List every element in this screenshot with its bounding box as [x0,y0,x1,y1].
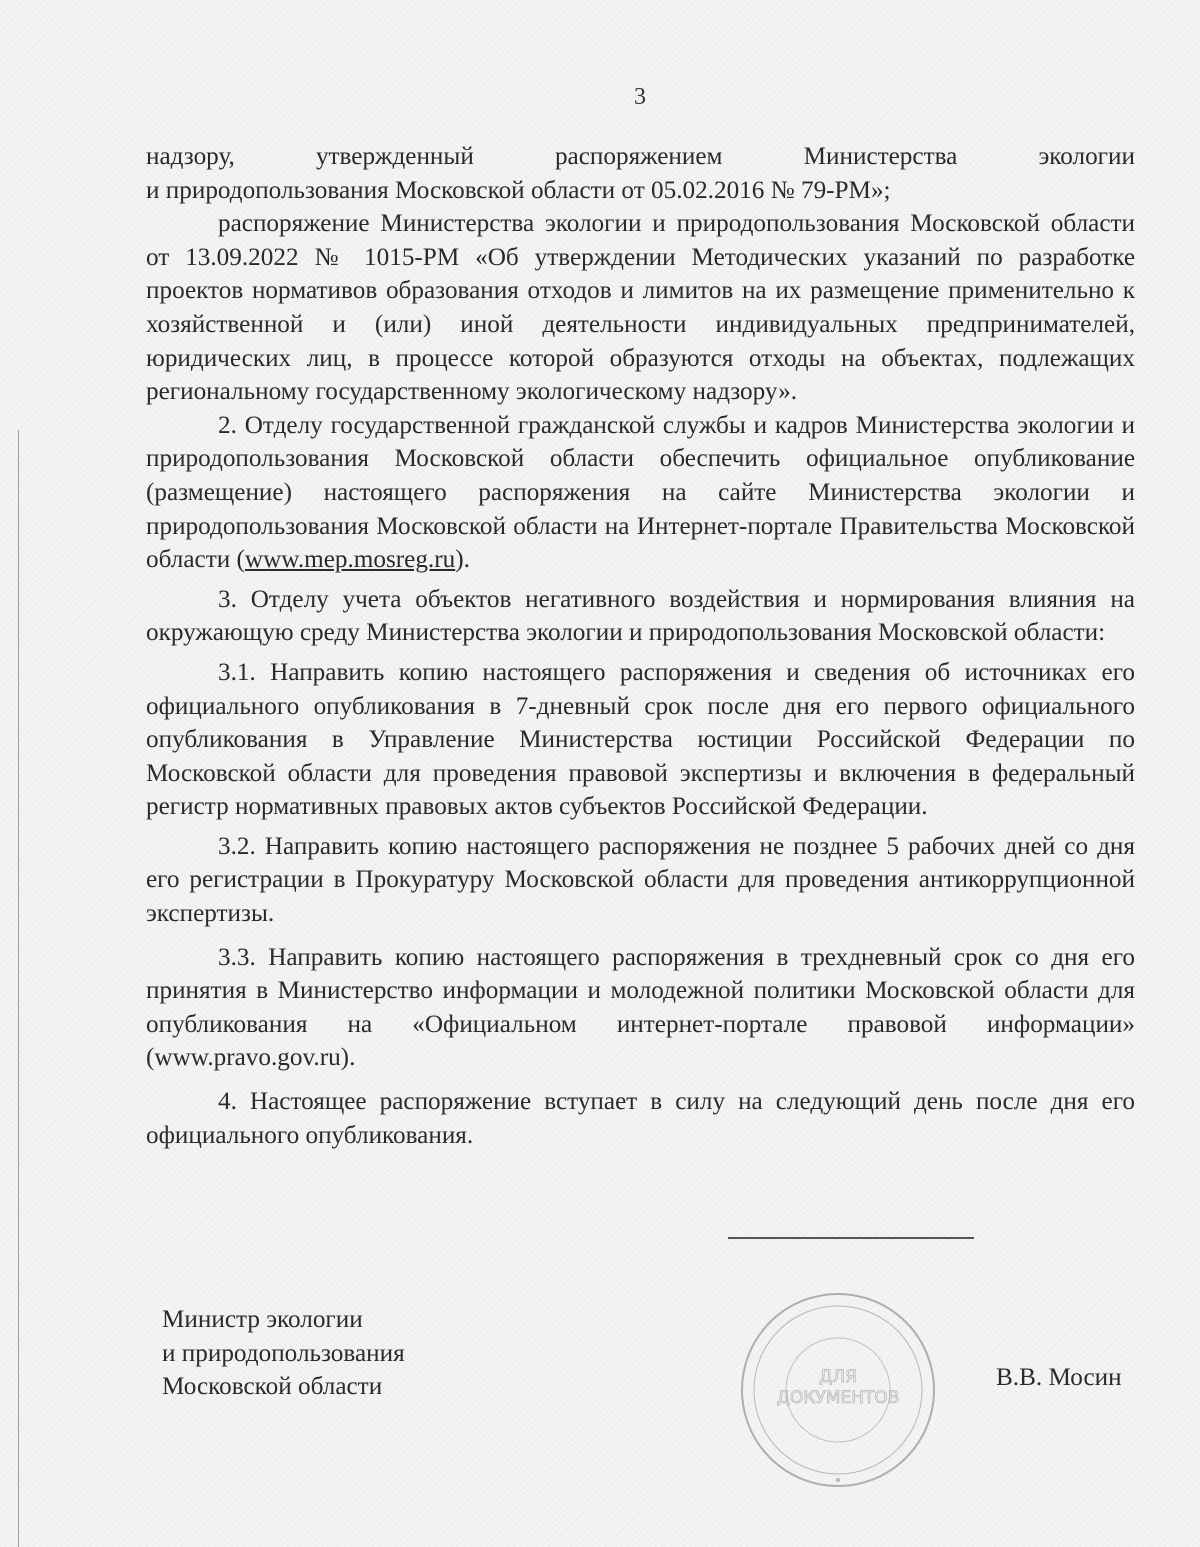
signatory-title-line: Московской области [162,1373,383,1401]
signatory-title-line: Министр экологии [162,1306,363,1333]
website-link[interactable]: www.mep.mosreg.ru [244,546,456,574]
official-seal-stamp [738,1290,938,1490]
paragraph-continuation-line1 [146,140,1135,174]
word: надзору, [146,143,235,170]
signature-line [728,1237,974,1239]
paragraph-item-3: 3. Отделу учета объектов негативного воздействия и нормирования влияния на окружающую среду Министерства экологии и природопользования Московской области: [146,585,1135,647]
scan-margin-line [18,430,19,1547]
paragraph-item-2 [146,409,1135,577]
signatory-title [162,1303,405,1404]
word: распоряжением [554,143,723,170]
paragraph-item-3-2: 3.2. Направить копию настоящего распоряжения не позднее 5 рабочих дней со дня его регистрации в Прокуратуру Московской области для проведения антикоррупционной экспертизы. [146,832,1135,928]
word: экологии [1038,143,1135,170]
paragraph-item-4: 4. Настоящее распоряжение вступает в силу на следующий день после дня его официального опубликования. [146,1088,1135,1149]
paragraph-text-end: ). [455,546,470,574]
paragraph-continuation-line2: и природопользования Московской области от 05.02.2016 № 79-РМ»; [146,176,891,204]
word: Министерства [803,143,958,170]
word: утвержденный [315,143,474,170]
seal-text-line1: ДЛЯ [819,1367,857,1387]
paragraph-item-3-1: 3.1. Направить копию настоящего распоряжения и сведения об источниках его официального опубликования в 7-дневный срок после дня его первого официального опубликования в Управление Министерства юстиции Российской Федерации по Московской области для проведения правовой экспертизы и включения в федеральный регистр нормативных правовых актов субъектов Российской Федерации. [146,658,1135,821]
paragraph-item-3-3: 3.3. Направить копию настоящего распоряжения в трехдневный срок со дня его принятия в Министерство информации и молодежной политики Московской области для опубликования на «Официальном интернет-портале правовой информации» (www.pravo.gov.ru). [146,943,1135,1072]
document-body [146,140,1135,1152]
paragraph-text: 2. Отделу государственной гражданской службы и кадров Министерства экологии и природопользования Московской области обеспечить официальное опубликование (размещение) настоящего распоряжения на сайте Министерства экологии и природопользования Московской области на Интернет-портале Правительства Московской области ( [146,411,1135,574]
page-number: 3 [634,84,646,110]
seal-text-line2: ДОКУМЕНТОВ [776,1388,900,1408]
paragraph-order-reference: распоряжение Министерства экологии и природопользования Московской области от 13.09.2022 № 1015-РМ «Об утверждении Методических указаний по разработке проектов нормативов образования отходов и лимитов на их размещение применительно к хозяйственной и (или) иной деятельности индивидуальных предпринимателей, юридических лиц, в процессе которой образуются отходы на объектах, подлежащих региональному государственному экологическому надзору». [146,210,1135,406]
signatory-name: В.В. Мосин [996,1364,1122,1391]
signatory-title-line: и природопользования [162,1339,405,1367]
